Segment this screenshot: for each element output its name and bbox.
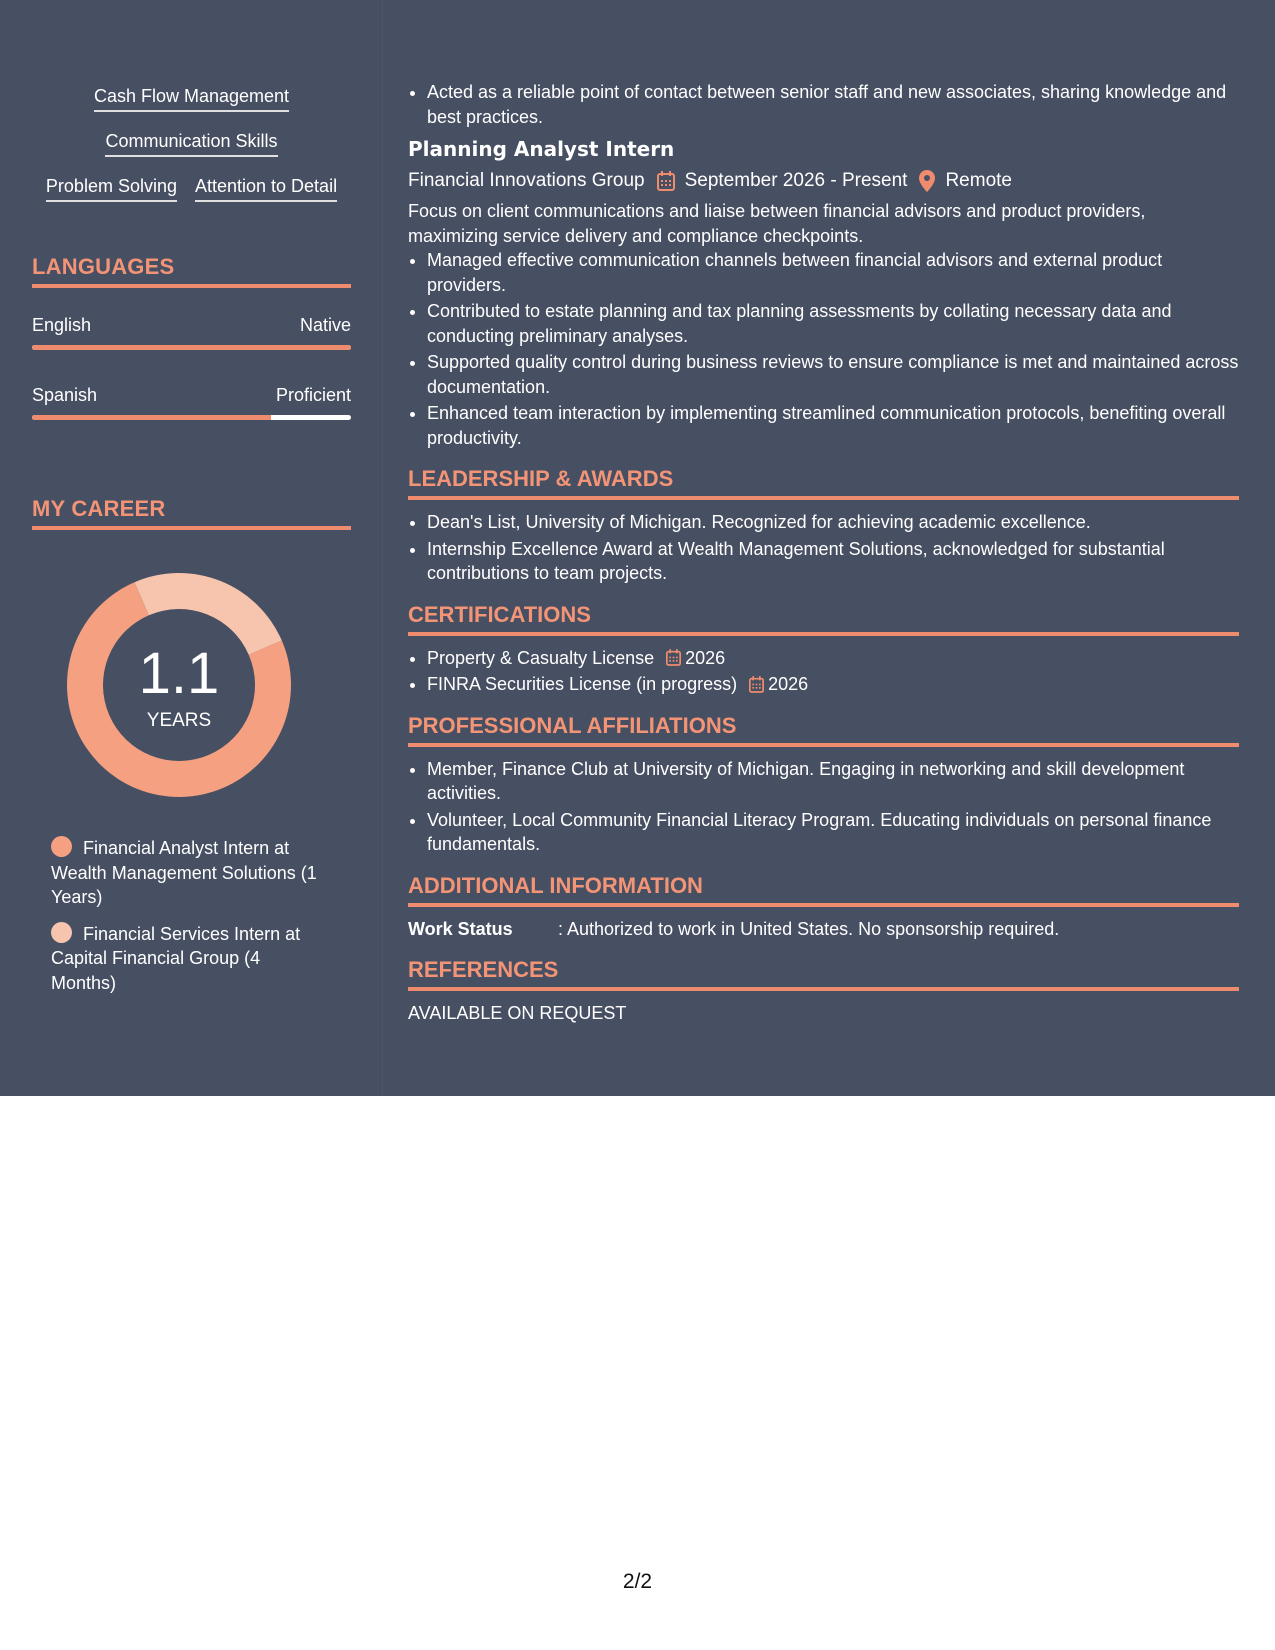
list-item — [427, 646, 1239, 671]
job-dates: September 2026 - Present — [684, 170, 908, 191]
languages-section-header — [32, 254, 351, 288]
job-location: Remote — [945, 170, 1012, 191]
certification-year: 2026 — [768, 674, 809, 694]
previous-job-bullets — [408, 80, 1239, 129]
career-legend-item — [51, 922, 321, 996]
language-level-fill — [32, 415, 271, 420]
language-level: Proficient — [275, 385, 351, 405]
skill-tag: Communication Skills — [105, 131, 277, 157]
certification-name: • FINRA Securities License (in progress) — [427, 674, 738, 694]
language-level-bar — [32, 415, 351, 420]
work-status-row — [408, 917, 1239, 942]
language-level: Native — [299, 315, 351, 335]
language-name: English — [32, 315, 92, 335]
list-item: • Volunteer, Local Community Financial Literacy Program. Educating individuals on personal finance fundamentals. — [427, 808, 1239, 857]
language-item-english — [32, 314, 351, 350]
skill-tag: Cash Flow Management — [94, 86, 289, 112]
location-pin-icon — [919, 170, 935, 192]
career-total-unit: YEARS — [146, 710, 212, 731]
job-bullets — [408, 248, 1239, 450]
legend-dot — [51, 922, 72, 943]
language-level-bar — [32, 345, 351, 350]
certification-year: 2026 — [685, 647, 726, 668]
career-donut-chart — [66, 572, 292, 798]
language-level-fill — [32, 345, 351, 350]
certification-name: • Property & Casualty License — [427, 647, 655, 668]
additional-info-section-title: ADDITIONAL INFORMATION — [408, 873, 1239, 907]
work-status-label: Work Status — [408, 918, 513, 939]
skill-tag: Attention to Detail — [195, 176, 337, 202]
leadership-section-title: LEADERSHIP & AWARDS — [408, 466, 1239, 500]
calendar-icon — [749, 676, 764, 693]
affiliations-section-title: PROFESSIONAL AFFILIATIONS — [408, 713, 1239, 747]
job-title: Planning Analyst Intern — [408, 137, 675, 161]
list-item: • Managed effective communication channels between financial advisors and external product providers. — [427, 248, 1239, 297]
career-legend — [51, 836, 321, 1007]
affiliations-list — [408, 757, 1239, 857]
career-total-years: 1.1 — [138, 641, 220, 706]
legend-dot — [51, 836, 72, 857]
job-summary: Focus on client communications and liaise between financial advisors and product providers, maximizing service delivery and compliance checkpoints. — [408, 201, 1146, 246]
column-divider — [382, 0, 383, 1096]
career-legend-label: Financial Services Intern at Capital Financial Group (4 Months) — [51, 923, 301, 993]
skills-row — [32, 86, 351, 112]
list-item: • Member, Finance Club at University of Michigan. Engaging in networking and skill development activities. — [427, 757, 1239, 806]
job-company: Financial Innovations Group — [408, 170, 645, 191]
list-item: • Acted as a reliable point of contact between senior staff and new associates, sharing knowledge and best practices. — [427, 80, 1239, 129]
skills-list — [32, 86, 351, 221]
skills-row — [32, 176, 351, 202]
list-item: • Dean's List, University of Michigan. Recognized for achieving academic excellence. — [427, 510, 1239, 535]
list-item: • Internship Excellence Award at Wealth Management Solutions, acknowledged for substantial contributions to team projects. — [427, 537, 1239, 586]
section-title: LANGUAGES — [32, 254, 351, 288]
references-section-title: REFERENCES — [408, 957, 1239, 991]
language-name: Spanish — [32, 385, 98, 405]
references-text: AVAILABLE ON REQUEST — [408, 1003, 627, 1023]
skills-row — [32, 131, 351, 157]
language-item-spanish — [32, 384, 351, 420]
work-status-value: : Authorized to work in United States. No sponsorship required. — [558, 918, 1060, 939]
certifications-list — [408, 646, 1239, 697]
section-title: MY CAREER — [32, 496, 351, 530]
career-section-header — [32, 496, 351, 530]
page-number: 2/2 — [622, 1570, 653, 1593]
career-legend-item — [51, 836, 321, 910]
career-legend-label: Financial Analyst Intern at Wealth Management Solutions (1 Years) — [51, 838, 317, 907]
list-item — [427, 672, 1239, 697]
calendar-icon — [666, 649, 681, 666]
certifications-section-title: CERTIFICATIONS — [408, 602, 1239, 636]
leadership-list — [408, 510, 1239, 586]
right-column — [408, 80, 1239, 1026]
skill-tag: Problem Solving — [46, 176, 177, 202]
list-item: • Supported quality control during business reviews to ensure compliance is met and maintained across documentation. — [427, 350, 1239, 399]
list-item: • Enhanced team interaction by implementing streamlined communication protocols, benefiting overall productivity. — [427, 401, 1239, 450]
calendar-icon — [657, 171, 675, 191]
list-item: • Contributed to estate planning and tax planning assessments by collating necessary data and conducting preliminary analyses. — [427, 299, 1239, 348]
job-meta — [408, 167, 1239, 195]
